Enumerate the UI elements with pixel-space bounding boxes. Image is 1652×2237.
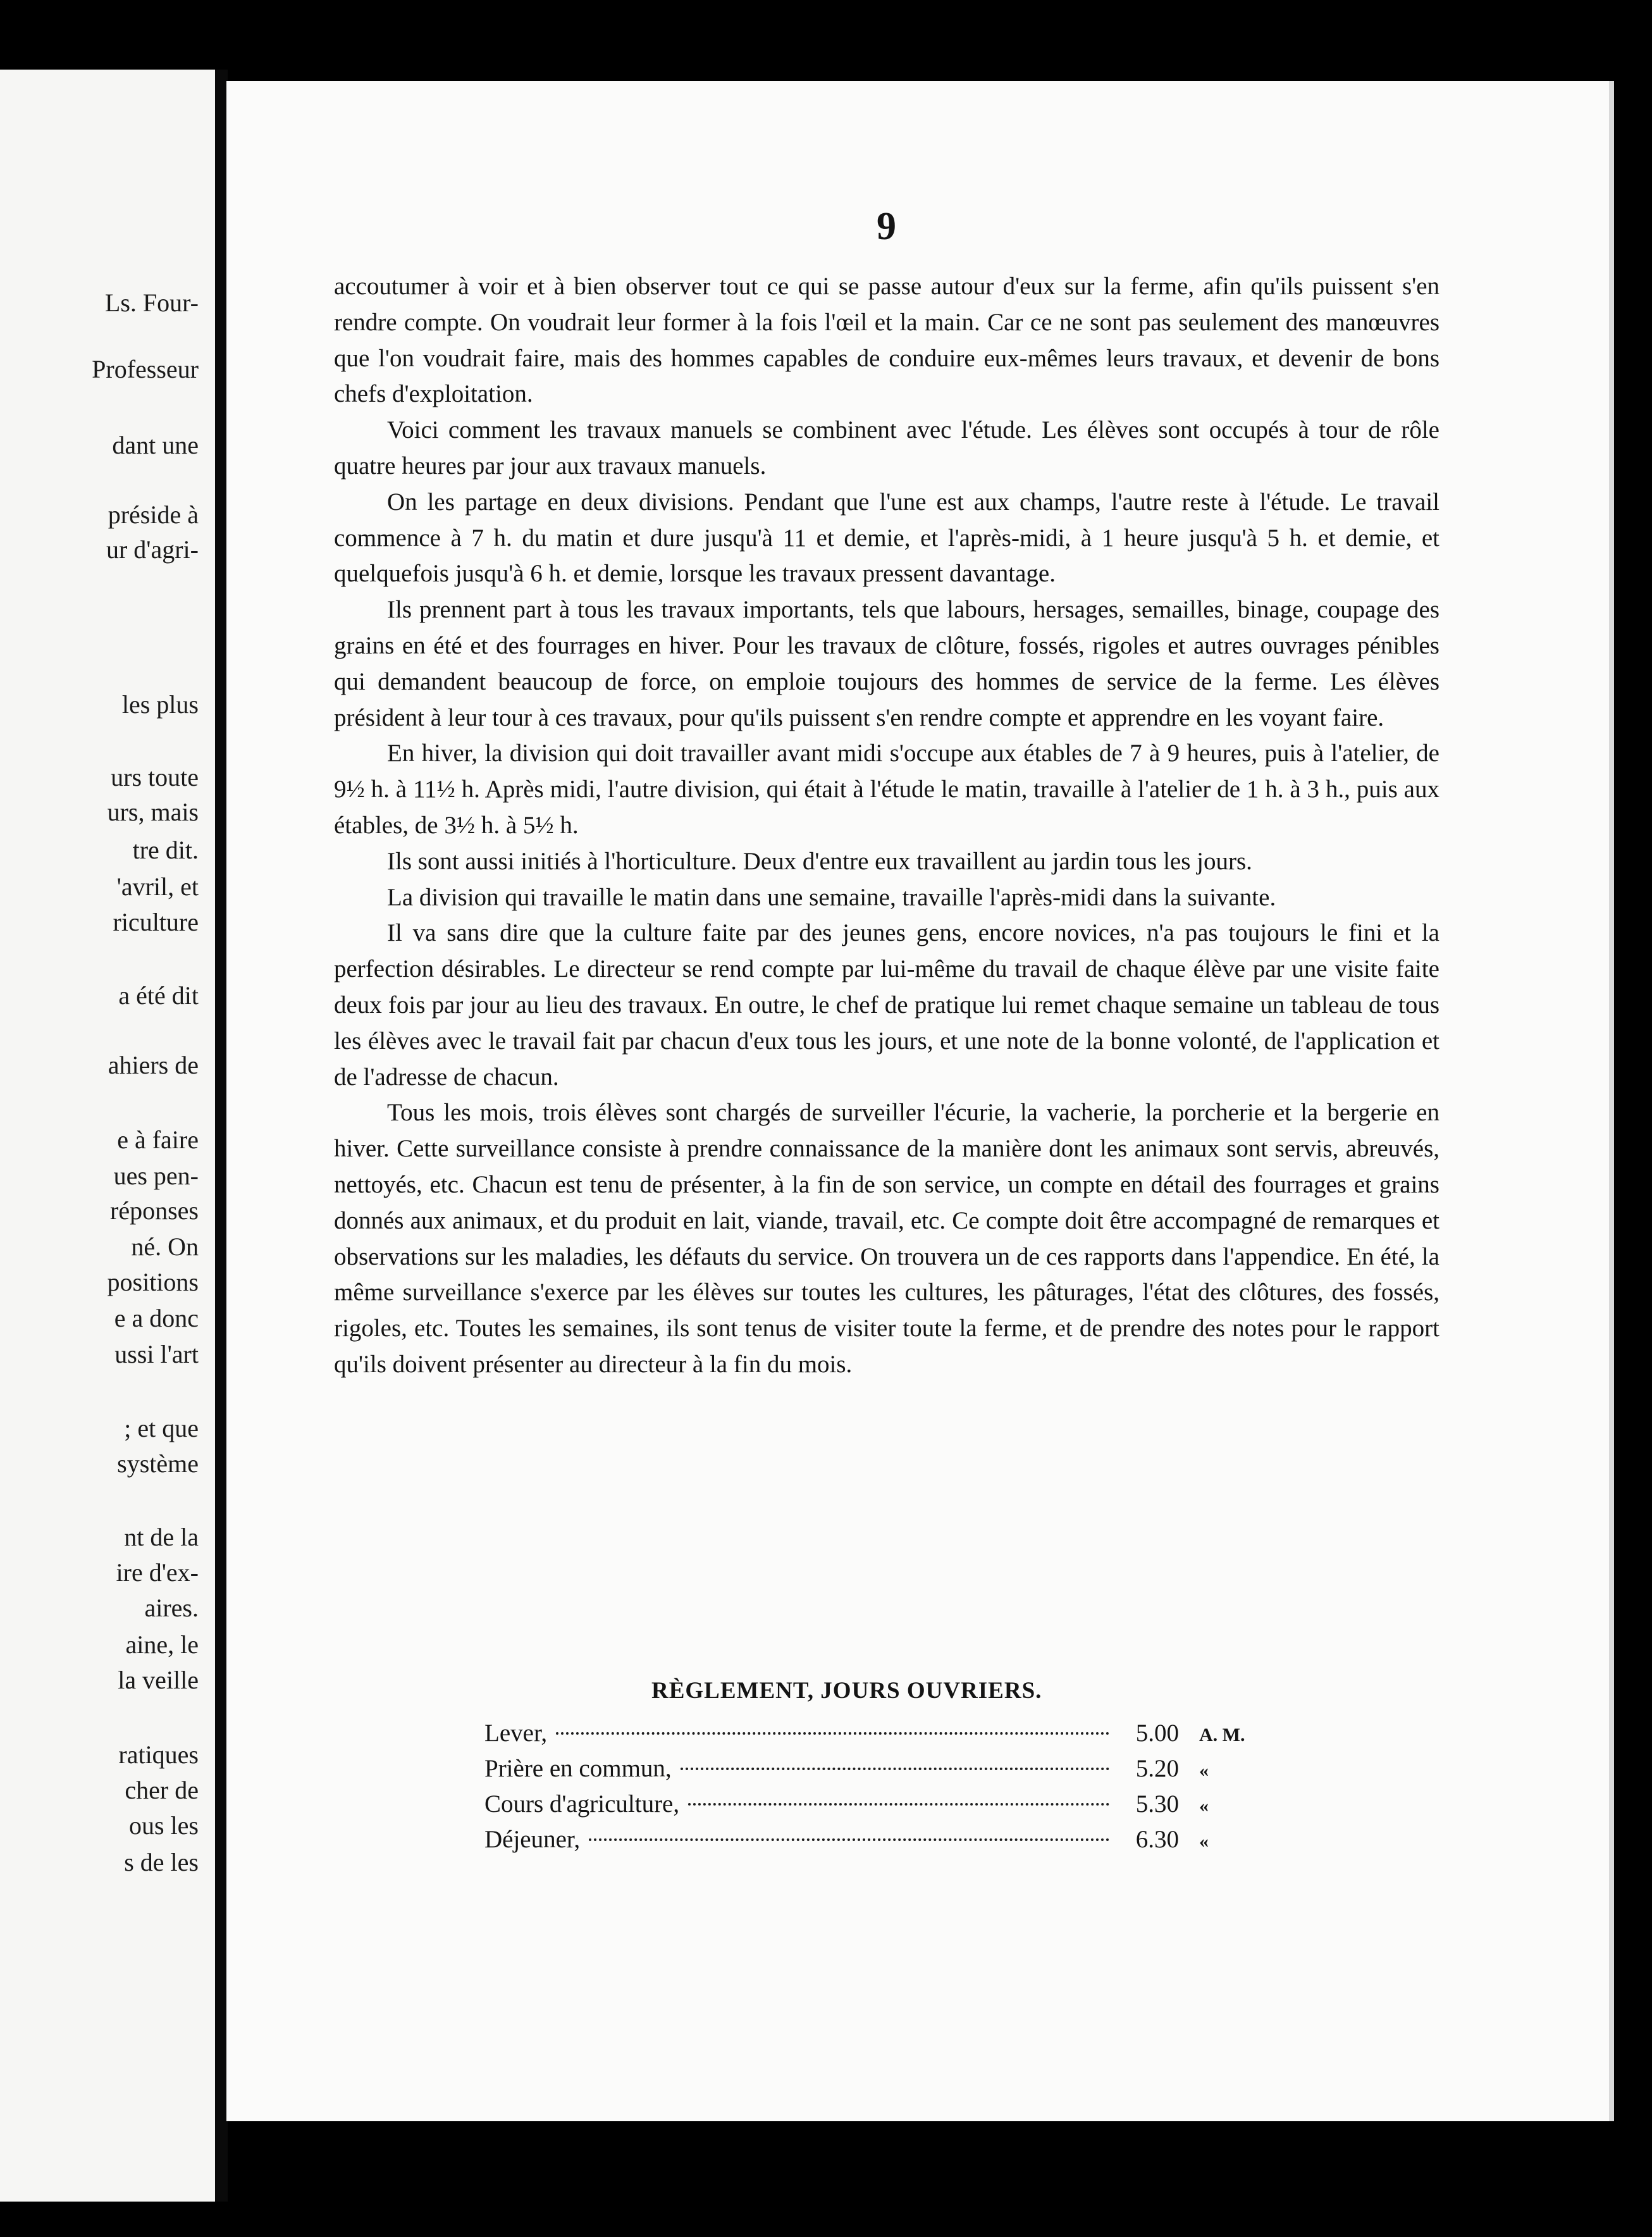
left-page-line: ahiers de [108, 1051, 199, 1079]
schedule-row [484, 1716, 1275, 1751]
left-page-line: riculture [113, 908, 199, 936]
left-page-line: a été dit [118, 981, 199, 1010]
schedule-row [484, 1751, 1275, 1787]
left-page-line: ous les [129, 1811, 199, 1840]
left-page-line: 'avril, et [116, 872, 199, 901]
schedule-time: 6.30 [1135, 1826, 1179, 1853]
schedule-time: 5.00 [1135, 1720, 1179, 1747]
dot-leader [681, 1768, 1109, 1770]
left-page-line: la veille [118, 1666, 199, 1694]
schedule-table [484, 1716, 1275, 1857]
schedule-time: 5.30 [1135, 1790, 1179, 1818]
left-page-line: ; et que [124, 1414, 199, 1442]
left-page-line: dant une [112, 431, 199, 459]
body-text [334, 269, 1439, 1383]
page-number: 9 [877, 205, 896, 248]
left-page-line: urs, mais [107, 798, 199, 826]
left-page-line: Professeur [92, 355, 199, 383]
paragraph: Ils sont aussi initiés à l'horticulture. Deux d'entre eux travaillent au jardin tous les jours. [387, 847, 1252, 875]
dot-leader [556, 1732, 1109, 1735]
schedule-activity: Lever, [484, 1720, 548, 1747]
schedule-ditto-mark: « [1199, 1760, 1209, 1781]
paragraph: Ils prennent part à tous les travaux importants, tels que labours, hersages, semailles, binage, coupage des grains en été et des fourrages en hiver. Pour les travaux de clôture, fossés, rigoles et autres ouvrages pénibles qui demandent beaucoup de force, on emploie toujours des hommes de service de la ferme. Les élèves président à leur tour à ces travaux, pour qu'ils puissent s'en rendre compte et apprendre en les voyant faire. [334, 596, 1439, 731]
left-page-line: ussi l'art [114, 1340, 199, 1368]
schedule-row [484, 1787, 1275, 1822]
paragraph: La division qui travaille le matin dans une semaine, travaille l'après-midi dans la suivante. [387, 883, 1276, 911]
left-page-line: urs toute [111, 763, 199, 791]
left-page-line: né. On [131, 1232, 199, 1261]
schedule-activity: Prière en commun, [484, 1755, 672, 1782]
dot-leader [688, 1803, 1109, 1806]
reglement-heading: RÈGLEMENT, JOURS OUVRIERS. [651, 1678, 1042, 1704]
schedule-ditto-mark: « [1199, 1831, 1209, 1852]
schedule-ditto-mark: « [1199, 1795, 1209, 1816]
left-page-line: ratiques [118, 1740, 199, 1769]
left-page-line: aine, le [125, 1630, 199, 1659]
left-page-line: ur d'agri- [106, 535, 199, 564]
paragraph: Il va sans dire que la culture faite par des jeunes gens, encore novices, n'a pas toujours le fini et la perfection désirables. Le directeur se rend compte par lui-même du travail de chaque élève par une visite faite deux fois par jour au lieu des travaux. En outre, le chef de pratique lui remet chaque semaine un tableau de tous les élèves avec le travail fait par chacun d'eux tous les jours, et une note de la bonne volonté, de l'application et de l'adresse de chacun. [334, 919, 1439, 1091]
left-page-line: aires. [144, 1594, 199, 1622]
schedule-ditto-mark: A. M. [1199, 1725, 1245, 1745]
left-page-line: Ls. Four- [104, 288, 199, 317]
left-page-line: système [117, 1449, 199, 1478]
paragraph: Tous les mois, trois élèves sont chargés de surveiller l'écurie, la vacherie, la porcherie et la bergerie en hiver. Cette surveillance consiste à prendre connaissance de la manière dont les animaux sont servis, abreuvés, nettoyés, etc. Chacun est tenu de présenter, à la fin de son service, un compte en détail des fourrages et grains donnés aux animaux, et du produit en lait, viande, travail, etc. Ce compte doit être accompagné de remarques et observations sur les maladies, les défauts du service. On trouvera un de ces rapports dans l'appendice. En été, la même surveillance s'exerce par les élèves sur toutes les cultures, les pâturages, l'état des clôtures, des fossés, rigoles, etc. Toutes les semaines, ils sont tenus de visiter toute la ferme, et de prendre des notes pour le rapport qu'ils doivent présenter au directeur à la fin du mois. [334, 1099, 1439, 1378]
paragraph: accoutumer à voir et à bien observer tout ce qui se passe autour d'eux sur la ferme, afin qu'ils puissent s'en rendre compte. On voudrait leur former à la fois l'œil et la main. Car ce ne sont pas seulement des manœuvres que l'on voudrait faire, mais des hommes capables de conduire eux-mêmes leurs travaux, et devenir de bons chefs d'exploitation. [334, 273, 1439, 408]
dot-leader [589, 1838, 1109, 1841]
left-page-line: positions [107, 1268, 199, 1296]
left-page-line: e à faire [117, 1125, 199, 1154]
paragraph: On les partage en deux divisions. Pendant que l'une est aux champs, l'autre reste à l'étude. Le travail commence à 7 h. du matin et dure jusqu'à 11 et demie, et l'après-midi, à 1 heure jusqu'à 5 h. et demie, et quelquefois jusqu'à 6 h. et demie, lorsque les travaux pressent davantage. [334, 488, 1439, 588]
left-page-line: ire d'ex- [116, 1558, 199, 1587]
paragraph: Voici comment les travaux manuels se combinent avec l'étude. Les élèves sont occupés à tour de rôle quatre heures par jour aux travaux manuels. [334, 416, 1439, 480]
left-page-line: réponses [110, 1196, 199, 1225]
schedule-row [484, 1822, 1275, 1857]
left-page-line: ues pen- [113, 1162, 199, 1190]
book-binding-gutter [215, 70, 228, 2202]
left-page-line: s de les [124, 1848, 199, 1876]
left-page-line: les plus [121, 690, 199, 719]
left-page-line: cher de [125, 1776, 199, 1804]
left-page-line: nt de la [124, 1523, 199, 1551]
left-page-line: e a donc [114, 1304, 199, 1332]
schedule-activity: Déjeuner, [484, 1826, 581, 1853]
paragraph: En hiver, la division qui doit travailler avant midi s'occupe aux étables de 7 à 9 heures, puis à l'atelier, de 9½ h. à 11½ h. Après midi, l'autre division, qui était à l'étude le matin, travaille à l'atelier de 1 h. à 3 h., puis aux étables, de 3½ h. à 5½ h. [334, 740, 1439, 839]
left-page-line: tre dit. [132, 836, 199, 864]
left-page-line: préside à [108, 500, 199, 529]
schedule-activity: Cours d'agriculture, [484, 1790, 680, 1818]
schedule-time: 5.20 [1135, 1755, 1179, 1782]
left-facing-page [0, 70, 215, 2202]
